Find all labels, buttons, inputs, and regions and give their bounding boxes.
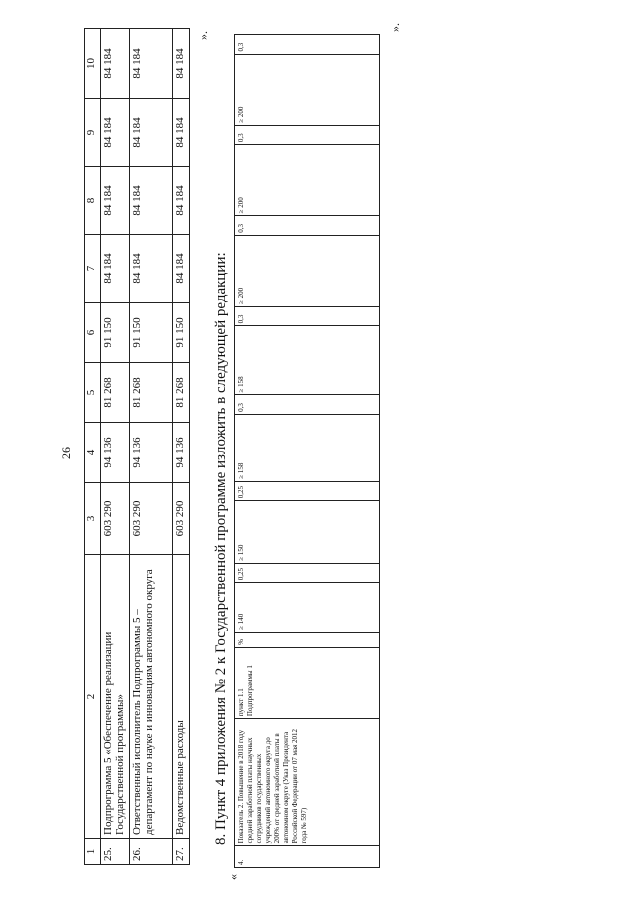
value-cell: ≥ 150 bbox=[235, 501, 380, 564]
header-cell: 4 bbox=[85, 423, 101, 483]
value-cell: 603 290 bbox=[129, 483, 173, 555]
weight-cell: 0,25 bbox=[235, 563, 380, 582]
closing-quote-bottom: ». bbox=[388, 23, 402, 32]
table-header-row bbox=[85, 29, 101, 865]
weight-cell: 0,3 bbox=[235, 306, 380, 325]
value-cell: ≥ 158 bbox=[235, 414, 380, 481]
value-cell: 94 136 bbox=[173, 423, 190, 483]
value-cell: 84 184 bbox=[129, 235, 173, 303]
header-cell: 2 bbox=[85, 555, 101, 839]
header-cell: 5 bbox=[85, 363, 101, 423]
header-cell: 8 bbox=[85, 167, 101, 235]
row-number: 4. bbox=[235, 846, 380, 868]
value-cell: 84 184 bbox=[100, 167, 129, 235]
weight-cell: 0,25 bbox=[235, 481, 380, 500]
unit-cell: % bbox=[235, 632, 380, 647]
weight-cell: 0,3 bbox=[235, 395, 380, 414]
value-cell: ≥ 140 bbox=[235, 583, 380, 633]
header-cell: 1 bbox=[85, 839, 101, 865]
value-cell: 84 184 bbox=[129, 167, 173, 235]
weight-cell: 0,3 bbox=[235, 35, 380, 55]
value-cell: 84 184 bbox=[100, 99, 129, 167]
value-cell: ≥ 200 bbox=[235, 54, 380, 125]
page-number: 26 bbox=[59, 447, 73, 459]
table-row bbox=[235, 35, 380, 868]
value-cell: 84 184 bbox=[173, 167, 190, 235]
row-name: Ответственный исполнитель Подпрограммы 5 – департамент по науке и инновациям автономного округа bbox=[129, 555, 173, 839]
value-cell: ≥ 200 bbox=[235, 145, 380, 216]
value-cell: 81 268 bbox=[173, 363, 190, 423]
value-cell: 81 268 bbox=[129, 363, 173, 423]
value-cell: 84 184 bbox=[100, 235, 129, 303]
section-heading: 8. Пункт 4 приложения № 2 к Государственной программе изложить в следующей редакции: bbox=[213, 252, 229, 845]
weight-cell: 0,3 bbox=[235, 216, 380, 235]
value-cell: 84 184 bbox=[100, 29, 129, 99]
header-cell: 9 bbox=[85, 99, 101, 167]
table-row bbox=[173, 29, 190, 865]
reference-text: пункт 1.1 Подпрограммы 1 bbox=[235, 647, 380, 718]
value-cell: 91 150 bbox=[129, 303, 173, 363]
value-cell: 84 184 bbox=[129, 29, 173, 99]
header-cell: 10 bbox=[85, 29, 101, 99]
value-cell: 94 136 bbox=[129, 423, 173, 483]
table-row bbox=[129, 29, 173, 865]
row-name: Подпрограмма 5 «Обеспечение реализации Государственной программы» bbox=[100, 555, 129, 839]
value-cell: 84 184 bbox=[129, 99, 173, 167]
row-number: 25. bbox=[100, 839, 129, 865]
finance-table bbox=[84, 29, 190, 865]
indicator-text: Показатель 2. Повышение в 2018 году средней заработной платы научных сотрудников государственных учреждений автономного округа до 200% от средней заработной платы в автономном округе (Указ Президента Российской Федерации от 07 мая 2012 года № 597) bbox=[235, 719, 380, 846]
value-cell: ≥ 158 bbox=[235, 326, 380, 395]
header-cell: 7 bbox=[85, 235, 101, 303]
value-cell: 84 184 bbox=[173, 29, 190, 99]
closing-quote: ». bbox=[196, 31, 210, 40]
value-cell: 603 290 bbox=[100, 483, 129, 555]
value-cell: ≥ 200 bbox=[235, 235, 380, 306]
value-cell: 84 184 bbox=[173, 99, 190, 167]
value-cell: 91 150 bbox=[173, 303, 190, 363]
header-cell: 6 bbox=[85, 303, 101, 363]
header-cell: 3 bbox=[85, 483, 101, 555]
row-number: 26. bbox=[129, 839, 173, 865]
value-cell: 603 290 bbox=[173, 483, 190, 555]
value-cell: 91 150 bbox=[100, 303, 129, 363]
value-cell: 81 268 bbox=[100, 363, 129, 423]
row-number: 27. bbox=[173, 839, 190, 865]
value-cell: 84 184 bbox=[173, 235, 190, 303]
table-row bbox=[100, 29, 129, 865]
value-cell: 94 136 bbox=[100, 423, 129, 483]
row-name: Ведомственные расходы bbox=[173, 555, 190, 839]
indicator-table bbox=[234, 34, 380, 868]
opening-quote: « bbox=[226, 874, 240, 880]
weight-cell: 0,3 bbox=[235, 125, 380, 144]
